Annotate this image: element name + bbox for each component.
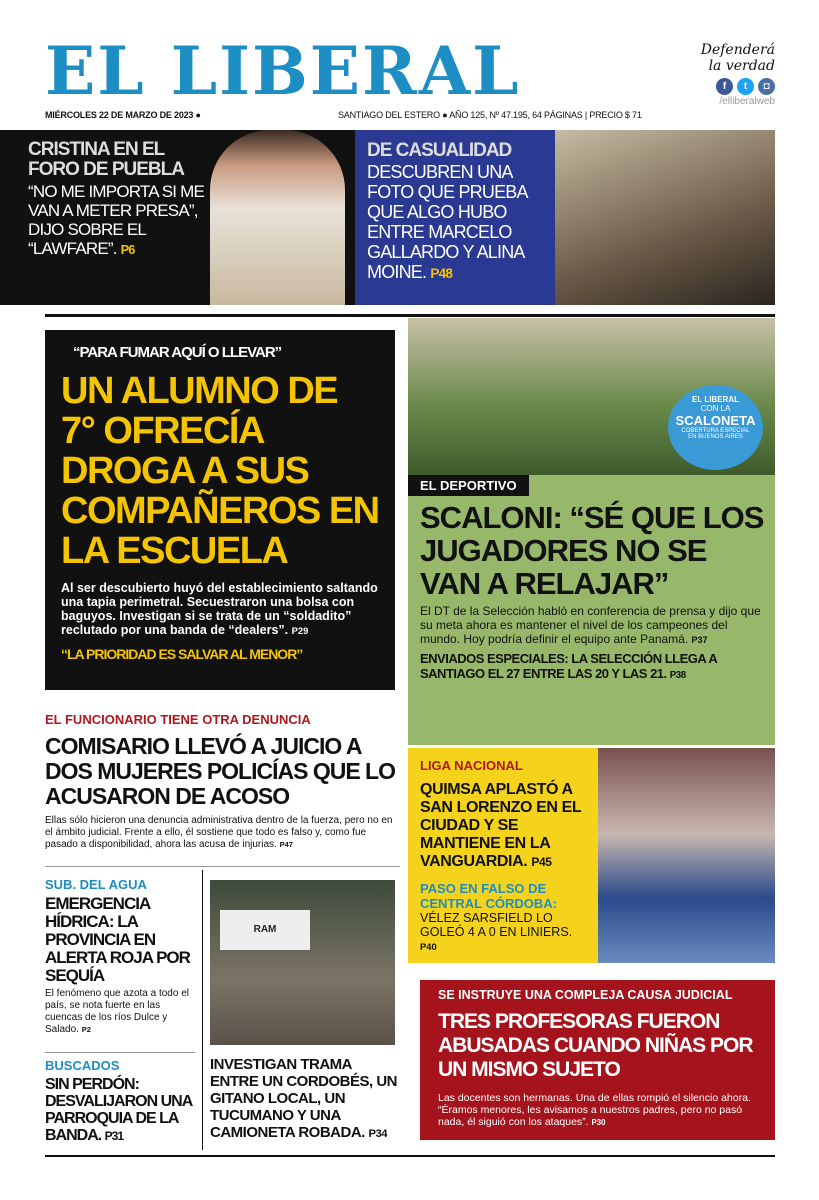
kicker: LIGA NACIONAL	[420, 758, 523, 773]
kicker: “PARA FUMAR AQUÍ O LLEVAR”	[73, 344, 282, 361]
headline: QUIMSA APLASTÓ A SAN LORENZO EN EL CIUDAD Y SE MANTIENE EN LA VANGUARDIA.	[420, 781, 581, 870]
badge-title: SCALONETA	[675, 413, 756, 428]
page-ref: P6	[120, 242, 135, 257]
page-ref: P40	[420, 942, 437, 952]
liga-story[interactable]	[408, 748, 598, 963]
social-handle: /elliberalweb	[719, 96, 775, 107]
headline: SCALONI: “SÉ QUE LOS JUGADORES NO SE VAN A RELAJAR”	[420, 500, 764, 601]
date: MIÉRCOLES 22 DE MARZO DE 2023 ●	[45, 110, 201, 120]
divider	[45, 314, 775, 317]
kicker: SE INSTRUYE UNA COMPLEJA CAUSA JUDICIAL	[438, 988, 733, 1002]
sub-story: ENVIADOS ESPECIALES: LA SELECCIÓN LLEGA A SANTIAGO EL 27 ENTRE LAS 20 Y LAS 21.	[420, 651, 717, 681]
cristina-photo	[210, 130, 345, 305]
divider	[202, 870, 203, 1150]
sub-kicker: PASO EN FALSO DE CENTRAL CÓRDOBA:	[420, 881, 557, 911]
gallardo-moine-photo	[555, 130, 775, 305]
divider	[45, 866, 400, 867]
basketball-photo	[598, 748, 775, 963]
headline: INVESTIGAN TRAMA ENTRE UN CORDOBÉS, UN GITANO LOCAL, UN TUCUMANO Y UNA CAMIONETA ROBADA.	[210, 1056, 398, 1141]
top-left-story[interactable]	[0, 130, 355, 305]
story-body: Las docentes son hermanas. Una de ellas rompió el silencio ahora. “Éramos menores, les avisamos a nuestros padres, pero no pasó nada, él siguió con los ataques”.	[438, 1092, 751, 1128]
headline: EMERGENCIA HÍDRICA: LA PROVINCIA EN ALERTA ROJA POR SEQUÍA	[45, 894, 190, 985]
scaloneta-badge	[668, 385, 763, 470]
badge-brand: EL LIBERAL	[692, 395, 739, 404]
page-ref: P29	[291, 626, 309, 636]
sub-story: VÉLEZ SARSFIELD LO GOLEÓ 4 A 0 EN LINIERS.	[420, 911, 573, 939]
instagram-icon[interactable]: ◘	[758, 78, 775, 95]
buscados-story[interactable]	[45, 1058, 195, 1145]
story-body: DESCUBREN UNA FOTO QUE PRUEBA QUE ALGO HUBO ENTRE MARCELO GALLARDO Y ALINA MOINE.	[367, 162, 527, 282]
divider	[45, 1052, 195, 1053]
badge-sub: COBERTURA ESPECIAL EN BUENOS AIRES	[681, 428, 750, 440]
divider	[45, 1155, 775, 1157]
section-label: EL DEPORTIVO	[408, 475, 529, 496]
headline: COMISARIO LLEVÓ A JUICIO A DOS MUJERES POLICÍAS QUE LO ACUSARON DE ACOSO	[45, 733, 395, 809]
story-body: Al ser descubierto huyó del establecimiento saltando una tapia perimetral. Secuestraron una bolsa con baguyos. Investigan si se trata de un “soldadito” reclutado por una banda de “dealers”.	[61, 581, 378, 637]
truck-label: RAM	[220, 910, 310, 950]
page-ref: P34	[368, 1128, 388, 1140]
trama-story[interactable]	[210, 1056, 400, 1143]
headline: UN ALUMNO DE 7° OFRECÍA DROGA A SUS COMPAÑEROS EN LA ESCUELA	[61, 370, 379, 572]
top-right-story[interactable]	[355, 130, 555, 305]
kicker: EL FUNCIONARIO TIENE OTRA DENUNCIA	[45, 712, 311, 727]
page-ref: P37	[691, 635, 708, 645]
badge-text: CON LA	[700, 404, 731, 413]
slogan	[701, 42, 775, 74]
story-body: “NO ME IMPORTA SI ME VAN A METER PRESA”, DIJO SOBRE EL “LAWFARE”.	[28, 182, 205, 258]
page-ref: P38	[669, 670, 686, 681]
kicker: BUSCADOS	[45, 1058, 120, 1073]
sport-story[interactable]	[408, 475, 775, 745]
page-ref: P45	[531, 855, 552, 869]
story-body: El fenómeno que azota a todo el país, se nota fuerte en las cuencas de los ríos Dulce y Salado.	[45, 988, 189, 1035]
quote: “LA PRIORIDAD ES SALVAR AL MENOR”	[61, 646, 303, 662]
page-ref: P48	[430, 266, 453, 281]
page-ref: P47	[279, 840, 293, 849]
edition-info: SANTIAGO DEL ESTERO ● AÑO 125, Nº 47.195, 64 PÁGINAS | PRECIO $ 71	[338, 110, 642, 120]
headline: SIN PERDÓN: DESVALIJARON UNA PARROQUIA DE LA BANDA.	[45, 1076, 192, 1144]
headline: TRES PROFESORAS FUERON ABUSADAS CUANDO NIÑAS POR UN MISMO SUJETO	[438, 1010, 753, 1081]
kicker: SUB. DEL AGUA	[45, 877, 147, 892]
comisario-story[interactable]	[45, 712, 400, 851]
twitter-icon[interactable]: t	[737, 78, 754, 95]
main-story[interactable]	[45, 330, 395, 690]
slogan-line: Defenderá	[700, 42, 775, 58]
profesoras-story[interactable]	[420, 980, 775, 1140]
slogan-line: la verdad	[708, 58, 775, 74]
story-body: Ellas sólo hicieron una denuncia administrativa dentro de la fuerza, pero no en el ámbito judicial. Frente a ello, él sostiene que todo es falso y, como fue pasado a disponibilidad, ahora las acusa de injurias.	[45, 815, 393, 850]
story-title: DE CASUALIDAD	[367, 140, 512, 161]
story-body: El DT de la Selección habló en conferencia de prensa y dijo que su meta ahora es mantener el nivel de los campeones del mundo. Hoy podría definir el equipo ante Panamá.	[420, 604, 761, 646]
truck-photo	[210, 880, 395, 1045]
social-links	[716, 78, 775, 95]
masthead-logo: EL LIBERAL	[45, 32, 521, 110]
page-ref: P31	[104, 1129, 124, 1143]
story-title: CRISTINA EN EL FORO DE PUEBLA	[28, 139, 184, 180]
agua-story[interactable]	[45, 877, 195, 1036]
facebook-icon[interactable]: f	[716, 78, 733, 95]
page-ref: P30	[591, 1118, 606, 1127]
page-ref: P2	[81, 1025, 91, 1034]
